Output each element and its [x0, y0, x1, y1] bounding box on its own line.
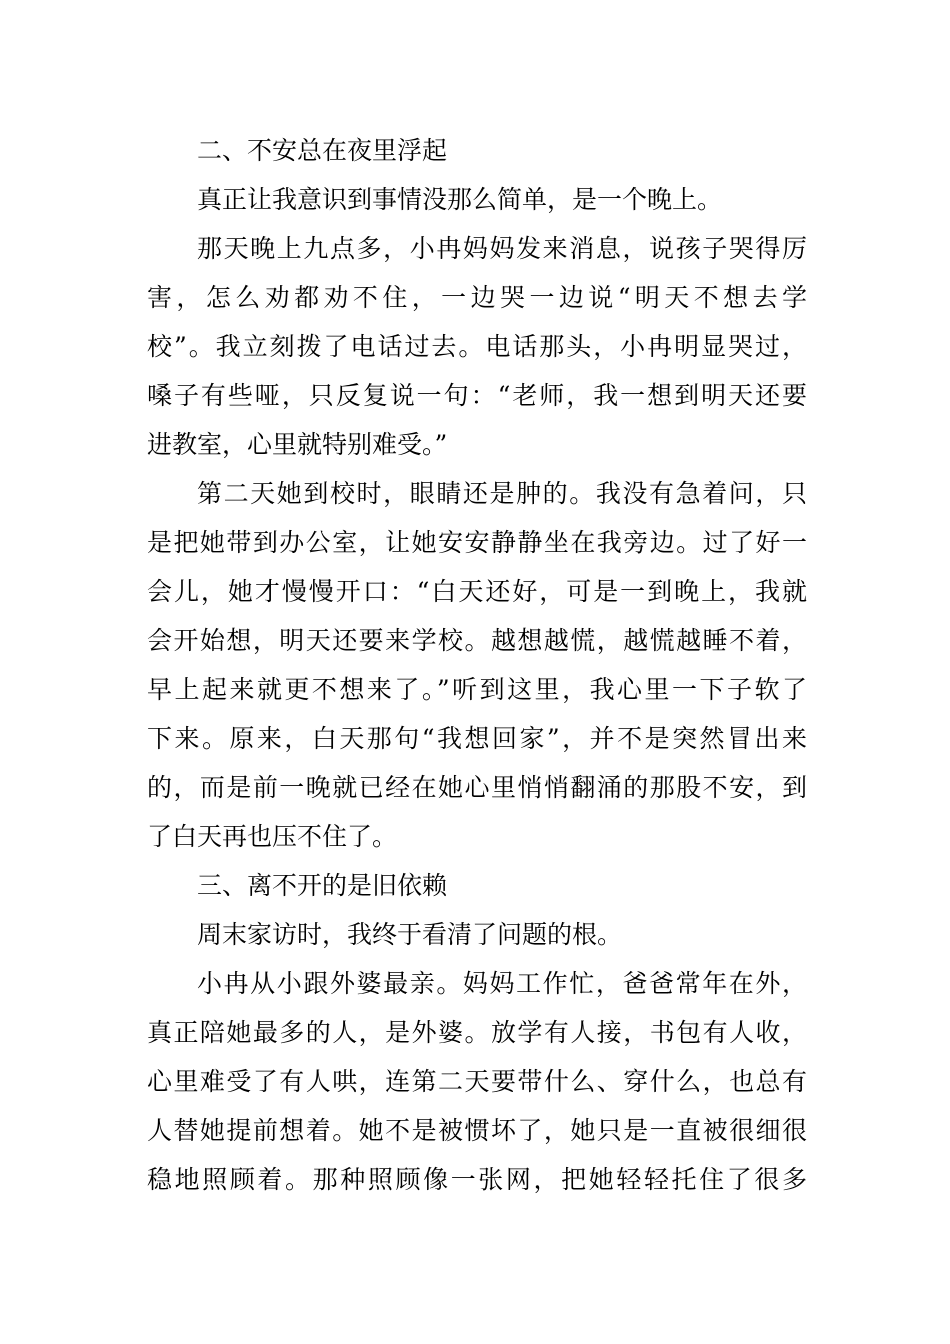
text-line: 真正陪她最多的人，是外婆。放学有人接，书包有人收，: [147, 1018, 807, 1047]
text-line: 小冉从小跟外婆最亲。妈妈工作忙，爸爸常年在外，: [197, 969, 807, 998]
text-line: 真正让我意识到事情没那么简单，是一个晚上。: [197, 185, 723, 214]
document-body: [147, 126, 807, 1204]
text-line: 嗓子有些哑，只反复说一句：“老师，我一想到明天还要: [147, 381, 807, 410]
text-line: 心里难受了有人哄，连第二天要带什么、穿什么，也总有: [147, 1067, 807, 1096]
text-line: 会开始想，明天还要来学校。越想越慌，越慌越睡不着，: [147, 626, 807, 655]
section-heading: 二、不安总在夜里浮起: [197, 136, 448, 165]
text-line: 害，怎么劝都劝不住，一边哭一边说“明天不想去学: [147, 283, 807, 312]
text-line: 会儿，她才慢慢开口：“白天还好，可是一到晚上，我就: [147, 577, 807, 606]
text-line: 那天晚上九点多，小冉妈妈发来消息，说孩子哭得厉: [197, 234, 807, 263]
text-line: 稳地照顾着。那种照顾像一张网，把她轻轻托住了很多: [147, 1165, 807, 1194]
text-line: 校”。我立刻拨了电话过去。电话那头，小冉明显哭过，: [147, 332, 807, 361]
text-line: 了白天再也压不住了。: [147, 822, 398, 851]
text-line: 人替她提前想着。她不是被惯坏了，她只是一直被很细很: [147, 1116, 807, 1145]
text-line: 早上起来就更不想来了。”听到这里，我心里一下子软了: [147, 675, 807, 704]
text-line: 下来。原来，白天那句“我想回家”，并不是突然冒出来: [147, 724, 807, 753]
text-line: 是把她带到办公室，让她安安静静坐在我旁边。过了好一: [147, 528, 807, 557]
section-heading: 三、离不开的是旧依赖: [197, 871, 448, 900]
text-line: 的，而是前一晚就已经在她心里悄悄翻涌的那股不安，到: [147, 773, 807, 802]
text-line: 周末家访时，我终于看清了问题的根。: [197, 920, 623, 949]
text-line: 第二天她到校时，眼睛还是肿的。我没有急着问，只: [197, 479, 807, 508]
text-line: 进教室，心里就特别难受。”: [147, 430, 448, 459]
